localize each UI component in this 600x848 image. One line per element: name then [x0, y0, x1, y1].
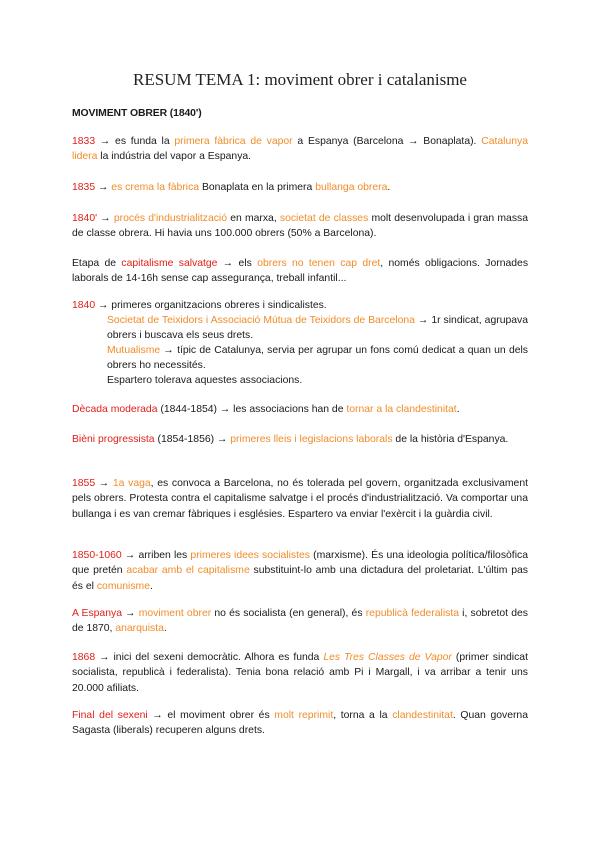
- text-run: .: [387, 182, 391, 193]
- paragraph-weavers-society: [107, 313, 528, 344]
- highlighted-term: 1a vaga: [112, 478, 151, 489]
- text-run: →: [95, 182, 112, 193]
- text-run: .: [163, 623, 167, 635]
- paragraph-moderate-decade: [72, 402, 528, 417]
- highlighted-term: anarquista: [115, 623, 164, 635]
- text-run: en marxa,: [227, 213, 280, 224]
- text-run: → es funda la: [95, 136, 175, 147]
- highlighted-term: capitalisme salvatge: [121, 258, 218, 269]
- section-heading: MOVIMENT OBRER (1840'): [72, 108, 202, 119]
- highlighted-term: molt reprimit: [274, 710, 334, 721]
- highlighted-term: acabar amb el capitalisme: [126, 565, 250, 577]
- highlighted-term: procés d'industrialització: [113, 213, 228, 224]
- highlighted-term: Societat de Teixidors i Associació Mútua de Teixidors de Barcelona: [107, 315, 415, 326]
- text-run: Espartero tolerava aquestes associacions.: [107, 375, 303, 386]
- highlighted-term: comunisme: [96, 580, 150, 592]
- text-run: → típic de Catalunya, servia per agrupar un fons comú dedicat a quan un dels obrers ho necessités.: [107, 345, 528, 372]
- text-run: a Espanya (Barcelona → Bonaplata).: [292, 136, 482, 147]
- text-run: .: [149, 580, 153, 592]
- highlighted-term: primeres lleis i legislacions laborals: [230, 434, 393, 445]
- highlighted-term: republicà federalista: [365, 608, 459, 619]
- paragraph-espartero: [107, 373, 528, 388]
- highlighted-term: societat de classes: [279, 213, 369, 224]
- highlighted-term: moviment obrer: [138, 608, 212, 619]
- highlighted-term: 1835: [72, 182, 96, 193]
- highlighted-term: 1868: [72, 652, 96, 663]
- highlighted-term: primera fàbrica de vapor: [174, 136, 293, 147]
- text-run: Bonaplata en la primera: [199, 182, 316, 193]
- paragraph-1840-industrialization: [72, 211, 528, 242]
- text-run: (primer sindicat socialista, republicà i federalista). Tenia bona relació amb Pi i Margall, i va arribar a tenir uns 20.000 afiliats.: [72, 652, 528, 694]
- highlighted-term: 1850-1060: [72, 550, 122, 561]
- highlighted-term: clandestinitat: [392, 710, 453, 721]
- highlighted-term: Bièni progressista: [72, 434, 155, 445]
- highlighted-term: tornar a la clandestinitat: [346, 404, 457, 415]
- paragraph-1855-strike: [72, 476, 528, 522]
- highlighted-term: Catalunya lidera: [72, 136, 529, 163]
- paragraph-capitalism: [72, 256, 528, 287]
- text-run: →: [97, 213, 114, 224]
- highlighted-term: 1833: [72, 136, 96, 147]
- paragraph-spain-movement: [72, 606, 528, 637]
- text-run: no és socialista (en general), és: [211, 608, 366, 619]
- highlighted-term: obrers no tenen cap dret: [257, 258, 381, 269]
- highlighted-term: 1840: [72, 300, 96, 311]
- paragraph-1835: [72, 180, 528, 195]
- highlighted-term: Les Tres Classes de Vapor: [323, 652, 452, 663]
- text-run: .: [456, 404, 460, 415]
- highlighted-term: bullanga obrera: [315, 182, 388, 193]
- text-run: (marxisme). És una ideologia política/filosòfica que pretén: [72, 550, 528, 577]
- text-run: i, sobretot des de 1870,: [72, 608, 529, 635]
- text-run: . Quan governa Sagasta (liberals) recuperen alguns drets.: [72, 710, 528, 737]
- text-run: molt desenvolupada i gran massa de classe obrera. Hi havia uns 100.000 obrers (50% a Barcelona).: [72, 213, 528, 240]
- text-run: , torna a la: [333, 710, 393, 721]
- text-run: → arriben les: [121, 550, 191, 561]
- text-run: , només obligacions. Jornades laborals de 14-16h sense cap assegurança, treball infantil...: [72, 258, 529, 285]
- text-run: → el moviment obrer és: [147, 710, 275, 721]
- paragraph-1833: [72, 134, 528, 165]
- text-run: (1844-1854) → les associacions han de: [157, 404, 347, 415]
- highlighted-term: Mutualisme: [107, 345, 161, 356]
- text-run: substituint-lo amb una dictadura del proletariat. L'últim pas és el: [72, 565, 528, 592]
- text-run: → 1r sindicat, agrupava obrers i buscava els seus drets.: [107, 315, 529, 342]
- text-run: la indústria del vapor a Espanya.: [97, 151, 252, 163]
- paragraph-mutualism: [107, 343, 528, 374]
- text-run: Etapa de: [72, 258, 122, 269]
- paragraph-end-sexenni: [72, 708, 528, 739]
- highlighted-term: 1855: [72, 478, 96, 489]
- highlighted-term: A Espanya: [72, 608, 122, 619]
- highlighted-term: es crema la fàbrica: [111, 182, 200, 193]
- text-run: → primeres organitzacions obreres i sindicalistes.: [95, 300, 327, 311]
- text-run: →: [121, 608, 139, 619]
- highlighted-term: 1840': [72, 213, 98, 224]
- highlighted-term: Final del sexeni: [72, 710, 148, 721]
- text-run: de la història d'Espanya.: [392, 434, 509, 445]
- text-run: (1854-1856) →: [154, 434, 231, 445]
- text-run: → els: [217, 258, 258, 269]
- text-run: → inici del sexeni democràtic. Alhora es funda: [95, 652, 324, 663]
- text-run: , es convoca a Barcelona, no és tolerada pel govern, organitzada exclusivament pels obrers. Protesta contra el capitalisme salvatge i el procés d'industrialització. Va comportar una bullanga i es van cremar fàbriques i esglésies. Espartero va enviar l'exèrcit i la guàrdia civil.: [72, 478, 528, 520]
- paragraph-socialist-ideas: [72, 548, 528, 594]
- document-title: RESUM TEMA 1: moviment obrer i catalanisme: [133, 70, 467, 89]
- paragraph-1868: [72, 650, 528, 696]
- paragraph-progressive-biennium: [72, 432, 528, 447]
- text-run: →: [95, 478, 113, 489]
- highlighted-term: Dècada moderada: [72, 404, 158, 415]
- highlighted-term: primeres idees socialistes: [190, 550, 310, 561]
- paragraph-1840-organizations: [72, 298, 528, 313]
